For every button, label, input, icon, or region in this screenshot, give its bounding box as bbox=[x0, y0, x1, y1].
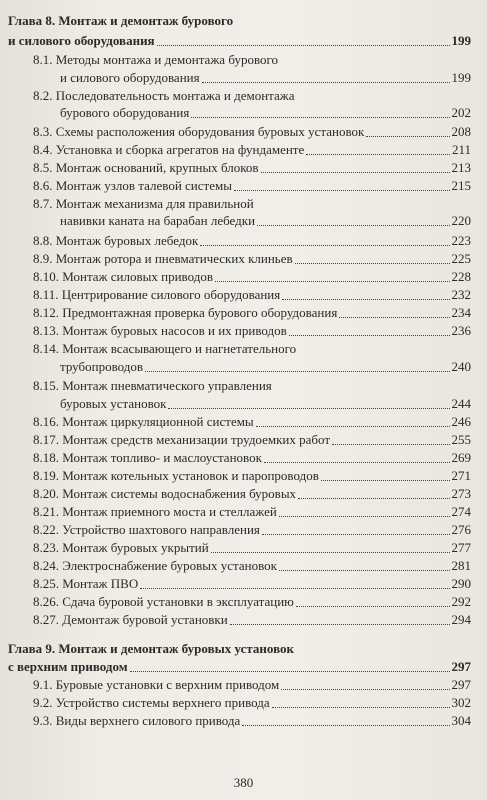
page-ref: 213 bbox=[451, 160, 471, 175]
toc-entry-text: буровых установок bbox=[60, 396, 167, 411]
chapter-8-title-cont bbox=[8, 33, 471, 49]
toc-entry bbox=[33, 142, 471, 158]
toc-entry-text: 8.24. Электроснабжение буровых установок bbox=[33, 558, 277, 573]
toc-entry-text: 8.1. Методы монтажа и демонтажа бурового bbox=[33, 52, 279, 67]
toc-entry-text: 8.3. Схемы расположения оборудования буровых установок bbox=[33, 124, 365, 139]
leader-dots bbox=[366, 136, 449, 137]
page-ref: 302 bbox=[451, 695, 471, 710]
toc-entry-text: 8.17. Монтаж средств механизации трудоемких работ bbox=[33, 432, 331, 447]
leader-dots bbox=[281, 689, 449, 690]
toc-entry-text: 8.10. Монтаж силовых приводов bbox=[33, 269, 213, 284]
page-ref: 199 bbox=[451, 70, 471, 85]
toc-entry bbox=[60, 213, 471, 229]
chapter-8-title bbox=[8, 13, 233, 29]
chapter-9-title-text: Глава 9. Монтаж и демонтаж буровых установок bbox=[8, 641, 294, 656]
page-ref: 246 bbox=[451, 414, 471, 429]
toc-entry-text: бурового оборудования bbox=[60, 105, 190, 120]
leader-dots bbox=[332, 444, 449, 445]
toc-entry bbox=[60, 396, 471, 412]
toc-entry-text: 8.23. Монтаж буровых укрытий bbox=[33, 540, 209, 555]
page-ref: 228 bbox=[451, 269, 471, 284]
toc-entry bbox=[33, 196, 254, 212]
toc-entry bbox=[33, 233, 471, 249]
chapter-8-title-text: Глава 8. Монтаж и демонтаж бурового bbox=[8, 13, 234, 28]
chapter-9-title bbox=[8, 641, 294, 657]
toc-entry bbox=[60, 105, 471, 121]
toc-entry-text: 8.6. Монтаж узлов талевой системы bbox=[33, 178, 232, 193]
page-ref: 255 bbox=[451, 432, 471, 447]
page-ref: 294 bbox=[451, 612, 471, 627]
toc-entry bbox=[33, 504, 471, 520]
toc-entry-text: 8.11. Центрирование силового оборудования bbox=[33, 287, 281, 302]
toc-entry bbox=[60, 70, 471, 86]
leader-dots bbox=[157, 45, 450, 46]
toc-entry bbox=[33, 160, 471, 176]
toc-entry-text: 9.2. Устройство системы верхнего привода bbox=[33, 695, 270, 710]
leader-dots bbox=[242, 725, 449, 726]
toc-entry-text: 8.18. Монтаж топливо- и маслоустановок bbox=[33, 450, 262, 465]
leader-dots bbox=[295, 263, 450, 264]
leader-dots bbox=[130, 671, 450, 672]
toc-entry bbox=[33, 341, 296, 357]
toc-entry-text: 8.22. Устройство шахтового направления bbox=[33, 522, 260, 537]
toc-entry bbox=[33, 713, 471, 729]
leader-dots bbox=[234, 190, 450, 191]
leader-dots bbox=[257, 225, 449, 226]
leader-dots bbox=[191, 117, 449, 118]
toc-entry bbox=[33, 269, 471, 285]
page-ref: 220 bbox=[451, 213, 471, 228]
leader-dots bbox=[339, 317, 449, 318]
page-ref: 208 bbox=[451, 124, 471, 139]
toc-entry-text: 8.5. Монтаж оснований, крупных блоков bbox=[33, 160, 259, 175]
page-ref: 240 bbox=[451, 359, 471, 374]
page-ref: 225 bbox=[451, 251, 471, 266]
page-ref: 290 bbox=[451, 576, 471, 591]
toc-entry-text: и силового оборудования bbox=[60, 70, 200, 85]
toc-entry bbox=[33, 612, 471, 628]
leader-dots bbox=[215, 281, 450, 282]
chapter-9-title-cont-text: с верхним приводом bbox=[8, 659, 128, 674]
leader-dots bbox=[306, 154, 450, 155]
page-ref: 292 bbox=[451, 594, 471, 609]
toc-entry bbox=[33, 287, 471, 303]
leader-dots bbox=[296, 606, 450, 607]
toc-entry-text: 8.25. Монтаж ПВО bbox=[33, 576, 139, 591]
toc-entry bbox=[33, 52, 278, 68]
page-ref: 297 bbox=[451, 677, 471, 692]
leader-dots bbox=[321, 480, 450, 481]
page-ref: 211 bbox=[451, 142, 471, 157]
toc-entry-text: 8.9. Монтаж ротора и пневматических клиньев bbox=[33, 251, 293, 266]
leader-dots bbox=[289, 335, 450, 336]
toc-entry-text: 8.27. Демонтаж буровой установки bbox=[33, 612, 228, 627]
page-ref: 236 bbox=[451, 323, 471, 338]
page-ref: 273 bbox=[451, 486, 471, 501]
toc-entry bbox=[33, 323, 471, 339]
leader-dots bbox=[262, 534, 450, 535]
page-ref: 215 bbox=[451, 178, 471, 193]
leader-dots bbox=[279, 570, 450, 571]
leader-dots bbox=[168, 408, 449, 409]
page-ref: 202 bbox=[451, 105, 471, 120]
leader-dots bbox=[264, 462, 450, 463]
toc-entry-text: 9.1. Буровые установки с верхним приводом bbox=[33, 677, 280, 692]
toc-entry bbox=[33, 251, 471, 267]
leader-dots bbox=[211, 552, 450, 553]
leader-dots bbox=[145, 371, 450, 372]
leader-dots bbox=[230, 624, 450, 625]
page-ref: 304 bbox=[451, 713, 471, 728]
toc-entry bbox=[33, 450, 471, 466]
toc-entry-text: 8.8. Монтаж буровых лебедок bbox=[33, 233, 199, 248]
page-ref: 232 bbox=[451, 287, 471, 302]
toc-entry-text: навивки каната на барабан лебедки bbox=[60, 213, 256, 228]
toc-entry bbox=[33, 576, 471, 592]
page-ref: 276 bbox=[451, 522, 471, 537]
toc-entry bbox=[33, 558, 471, 574]
toc-entry-text: 8.12. Предмонтажная проверка бурового оборудования bbox=[33, 305, 338, 320]
toc-entry bbox=[33, 432, 471, 448]
page-ref: 244 bbox=[451, 396, 471, 411]
leader-dots bbox=[272, 707, 450, 708]
toc-entry bbox=[33, 88, 295, 104]
page-ref: 199 bbox=[451, 33, 471, 48]
toc-entry-text: 8.13. Монтаж буровых насосов и их приводов bbox=[33, 323, 287, 338]
toc-entry-text: 8.26. Сдача буровой установки в эксплуатацию bbox=[33, 594, 294, 609]
toc-entry bbox=[33, 695, 471, 711]
toc-entry-text: 9.3. Виды верхнего силового привода bbox=[33, 713, 241, 728]
leader-dots bbox=[202, 82, 450, 83]
chapter-9-title-cont bbox=[8, 659, 471, 675]
page-ref: 297 bbox=[451, 659, 471, 674]
chapter-8-title-cont-text: и силового оборудования bbox=[8, 33, 155, 48]
leader-dots bbox=[279, 516, 450, 517]
page-ref: 281 bbox=[451, 558, 471, 573]
toc-entry bbox=[33, 594, 471, 610]
toc-entry-text: 8.21. Монтаж приемного моста и стеллажей bbox=[33, 504, 277, 519]
page-ref: 274 bbox=[451, 504, 471, 519]
leader-dots bbox=[200, 245, 449, 246]
leader-dots bbox=[282, 299, 449, 300]
leader-dots bbox=[140, 588, 449, 589]
toc-entry bbox=[60, 359, 471, 375]
toc-entry-text: 8.20. Монтаж системы водоснабжения буровых bbox=[33, 486, 297, 501]
toc-entry bbox=[33, 522, 471, 538]
leader-dots bbox=[256, 426, 450, 427]
toc-entry-text: 8.4. Установка и сборка агрегатов на фундаменте bbox=[33, 142, 305, 157]
toc-entry-text: трубопроводов bbox=[60, 359, 143, 374]
page-ref: 269 bbox=[451, 450, 471, 465]
toc-entry-text: 8.2. Последовательность монтажа и демонтажа bbox=[33, 88, 295, 103]
toc-entry bbox=[33, 305, 471, 321]
page-ref: 277 bbox=[451, 540, 471, 555]
toc-entry bbox=[33, 414, 471, 430]
page-number: 380 bbox=[233, 775, 254, 790]
toc-entry bbox=[33, 677, 471, 693]
leader-dots bbox=[298, 498, 449, 499]
toc-entry-text: 8.14. Монтаж всасывающего и нагнетательного bbox=[33, 341, 297, 356]
toc-entry-text: 8.7. Монтаж механизма для правильной bbox=[33, 196, 254, 211]
page-ref: 223 bbox=[451, 233, 471, 248]
toc-entry-text: 8.16. Монтаж циркуляционной системы bbox=[33, 414, 254, 429]
toc-entry bbox=[33, 468, 471, 484]
toc-entry bbox=[33, 178, 471, 194]
page-ref: 271 bbox=[451, 468, 471, 483]
toc-entry bbox=[33, 124, 471, 140]
toc-entry-text: 8.19. Монтаж котельных установок и паропроводов bbox=[33, 468, 319, 483]
toc-entry bbox=[33, 378, 272, 394]
toc-entry bbox=[33, 540, 471, 556]
toc-entry bbox=[33, 486, 471, 502]
toc-entry-text: 8.15. Монтаж пневматического управления bbox=[33, 378, 272, 393]
page-ref: 234 bbox=[451, 305, 471, 320]
leader-dots bbox=[261, 172, 450, 173]
